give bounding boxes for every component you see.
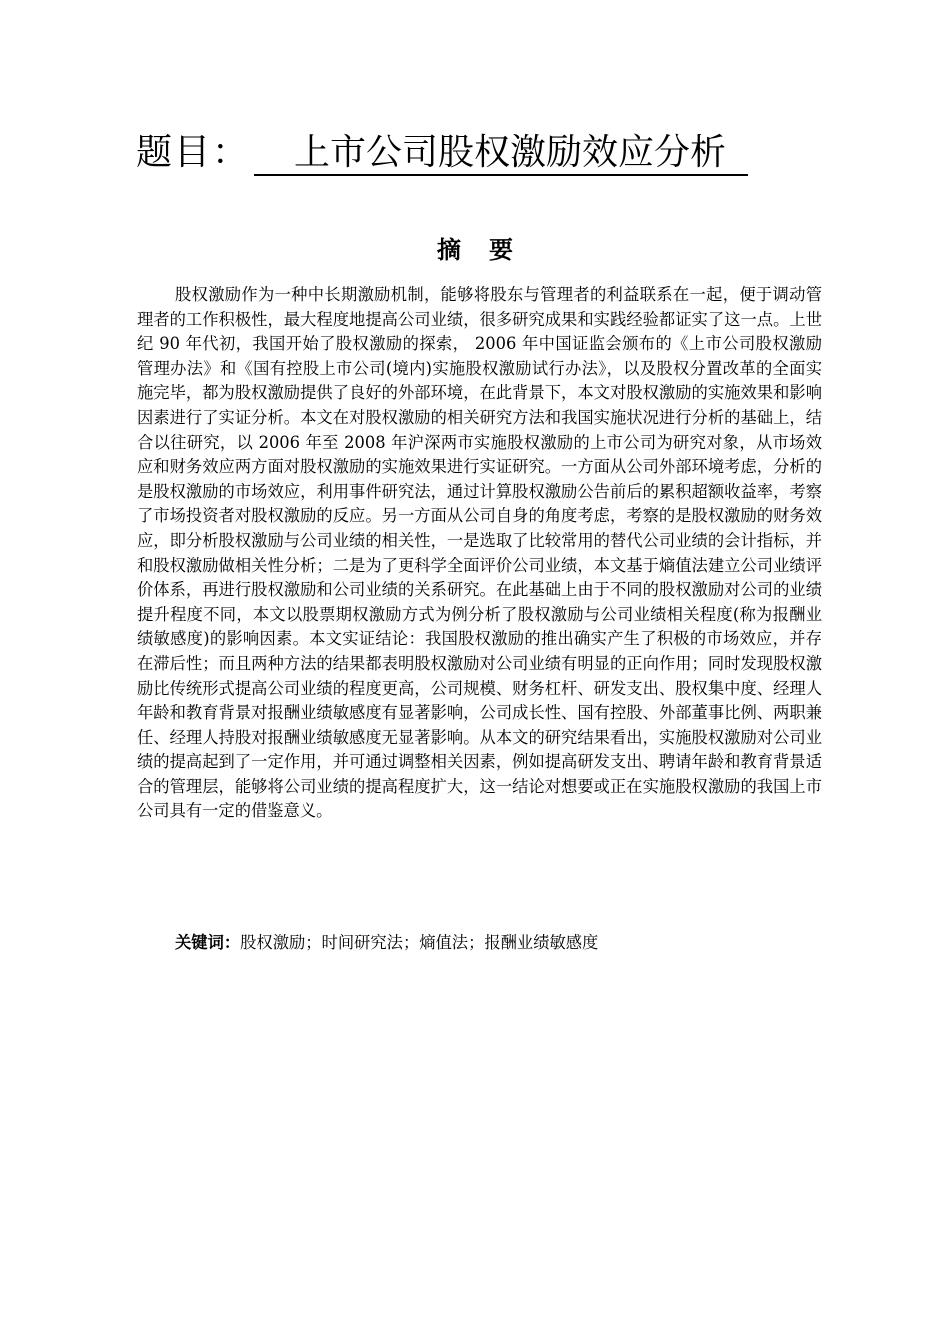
keywords-text: 股权激励；时间研究法；熵值法；报酬业绩敏感度 [240,933,599,952]
title-label: 题目： [136,132,251,173]
abstract-body: 股权激励作为一种中长期激励机制，能够将股东与管理者的利益联系在一起，便于调动管理者的工作积极性，最大程度地提高公司业绩，很多研究成果和实践经验都证实了这一点。上世纪 90 年代初，我国开始了股权激励的探索， 2006 年中国证监会颁布的《上市公司股权激励管理办法》和《国有控股上市公司(境内)实施股权激励试行办法》，以及股权分置改革的全面实施完毕，都为股权激励提供了良好的外部环境，在此背景下，本文对股权激励的实施效果和影响因素进行了实证分析。本文在对股权激励的相关研究方法和我国实施状况进行分析的基础上，结合以往研究，以 2006 年至 2008 年沪深两市实施股权激励的上市公司为研究对象，从市场效应和财务效应两方面对股权激励的实施效果进行实证研究。一方面从公司外部环境考虑，分析的是股权激励的市场效应，利用事件研究法，通过计算股权激励公告前后的累积超额收益率，考察了市场投资者对股权激励的反应。另一方面从公司自身的角度考虑，考察的是股权激励的财务效应，即分析股权激励与公司业绩的相关性，一是选取了比较常用的替代公司业绩的会计指标，并和股权激励做相关性分析；二是为了更科学全面评价公司业绩，本文基于熵值法建立公司业绩评价体系，再进行股权激励和公司业绩的关系研究。在此基础上由于不同的股权激励对公司的业绩提升程度不同，本文以股票期权激励方式为例分析了股权激励与公司业绩相关程度(称为报酬业绩敏感度)的影响因素。本文实证结论：我国股权激励的推出确实产生了积极的市场效应，并存在滞后性；而且两种方法的结果都表明股权激励对公司业绩有明显的正向作用；同时发现股权激励比传统形式提高公司业绩的程度更高，公司规模、财务杠杆、研发支出、股权集中度、经理人年龄和教育背景对报酬业绩敏感度有显著影响，公司成长性、国有控股、外部董事比例、两职兼任、经理人持股对报酬业绩敏感度无显著影响。从本文的研究结果看出，实施股权激励对公司业绩的提高起到了一定作用，并可通过调整相关因素，例如提高研发支出、聘请年龄和教育背景适合的管理层，能够将公司业绩的提高程度扩大，这一结论对想要或正在实施股权激励的我国上市公司具有一定的借鉴意义。 [137,285,822,821]
title-text: 上市公司股权激励效应分析 [254,132,748,176]
thesis-title [136,128,836,178]
keywords-label: 关键词： [175,933,241,952]
abstract-heading: 摘要 [437,236,541,264]
keywords-line [175,931,835,956]
